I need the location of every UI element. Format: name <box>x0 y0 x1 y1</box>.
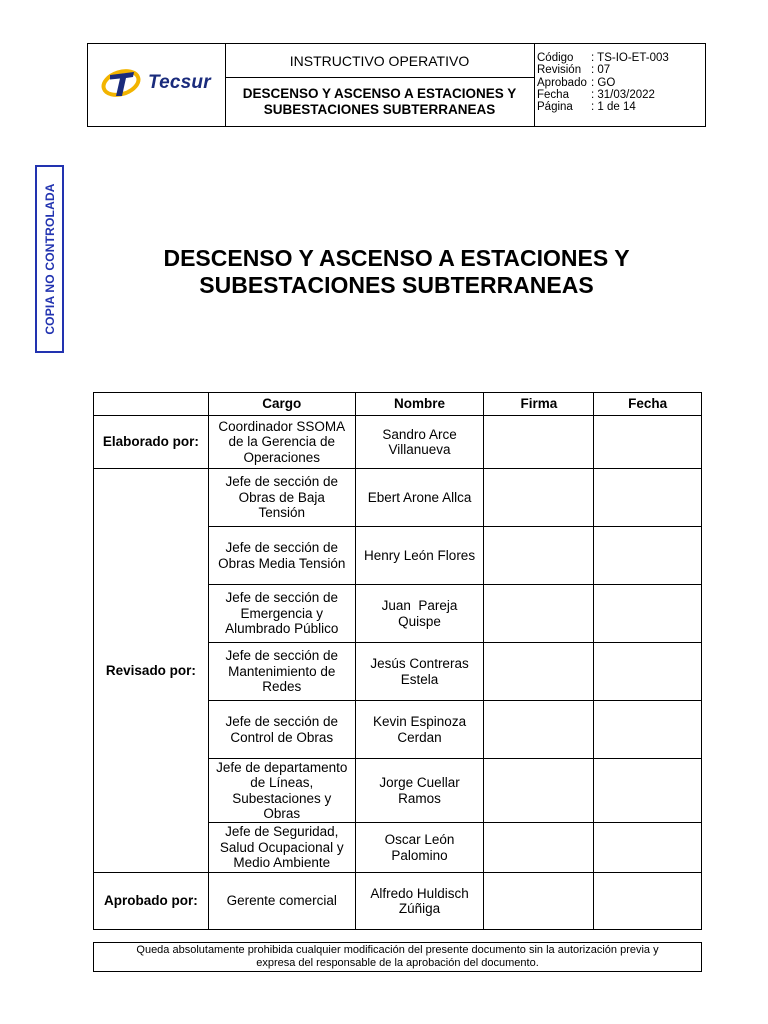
role-elaborado: Elaborado por: <box>94 416 209 469</box>
cell-fecha <box>594 416 702 469</box>
cargo-line: Jefe de sección de <box>225 714 339 729</box>
cell-firma <box>484 416 594 469</box>
page-title <box>90 245 703 299</box>
nombre-line: Sandro Arce <box>382 426 457 442</box>
nombre-line: Zúñiga <box>398 901 441 916</box>
cell-fecha <box>594 873 702 930</box>
cell-fecha <box>594 701 702 759</box>
cell-firma <box>484 873 594 930</box>
table-header-row <box>94 393 702 416</box>
cell-firma <box>484 469 594 527</box>
stamp-text: COPIA NO CONTROLADA <box>42 183 57 335</box>
cell-firma <box>484 823 594 873</box>
header-empty <box>94 393 209 416</box>
cell-nombre <box>355 585 484 643</box>
cargo-line: de la Gerencia de <box>228 434 336 450</box>
cargo-line: Coordinador SSOMA <box>218 418 346 434</box>
cargo-line: Obras de Baja <box>238 489 325 505</box>
cargo-line: Salud Ocupacional y <box>219 839 344 855</box>
cargo-line: Operaciones <box>243 449 321 465</box>
cell-nombre <box>355 823 484 873</box>
nombre-line: Henry León Flores <box>364 547 476 563</box>
cargo-line: Medio Ambiente <box>233 855 331 871</box>
cargo-line: Jefe de sección de <box>225 474 339 490</box>
doc-meta <box>537 52 669 113</box>
document-header <box>87 43 706 127</box>
nombre-line: Cerdan <box>397 729 442 745</box>
cell-fecha <box>594 469 702 527</box>
nombre-line: Jesús Contreras <box>370 656 469 671</box>
cell-nombre <box>355 527 484 585</box>
cell-cargo <box>208 469 355 527</box>
meta-row-codigo <box>537 52 669 64</box>
cargo-line: Mantenimiento de <box>228 663 336 679</box>
cargo-line: Gerente comercial <box>226 893 337 909</box>
cargo-line: de Líneas, <box>250 775 314 790</box>
footer-note-line2: expresa del responsable de la aprobación del documento. <box>256 957 539 969</box>
meta-row-fecha <box>537 89 669 101</box>
meta-row-revision <box>537 64 669 76</box>
meta-row-aprobado <box>537 77 669 89</box>
meta-row-pagina <box>537 101 669 113</box>
nombre-line: Villanueva <box>388 442 451 457</box>
cell-fecha <box>594 643 702 701</box>
meta-key: Revisión <box>537 64 582 77</box>
meta-key: Aprobado <box>537 76 587 89</box>
logo-text: Tecsur <box>148 72 211 93</box>
cell-nombre <box>355 873 484 930</box>
cell-cargo <box>208 701 355 759</box>
cell-firma <box>484 643 594 701</box>
cell-nombre <box>355 416 484 469</box>
header-nombre: Nombre <box>355 393 484 416</box>
cargo-line: Obras <box>263 806 301 821</box>
doc-title-header <box>225 78 535 126</box>
doc-title-header-line2: SUBESTACIONES SUBTERRANEAS <box>263 102 496 117</box>
cell-firma <box>484 585 594 643</box>
meta-value: : GO <box>591 76 616 89</box>
meta-value: : 07 <box>591 64 611 77</box>
cell-cargo <box>208 823 355 873</box>
nombre-line: Juan Pareja <box>381 598 458 613</box>
cell-cargo <box>208 585 355 643</box>
tecsur-logo-icon <box>100 66 146 100</box>
doc-title-header-line1: DESCENSO Y ASCENSO A ESTACIONES Y <box>242 86 517 101</box>
meta-value: : TS-IO-ET-003 <box>591 52 669 64</box>
header-fecha: Fecha <box>594 393 702 416</box>
cargo-line: Jefe de sección de <box>225 590 339 606</box>
nombre-line: Ramos <box>398 790 441 806</box>
meta-key: Fecha <box>537 88 569 101</box>
cell-fecha <box>594 527 702 585</box>
cargo-line: Jefe de sección de <box>225 540 339 555</box>
cargo-line: Subestaciones y <box>232 790 332 806</box>
cargo-line: Alumbrado Público <box>225 621 339 637</box>
cell-firma <box>484 527 594 585</box>
cargo-line: Obras Media Tensión <box>218 555 346 571</box>
cell-nombre <box>355 759 484 823</box>
doc-type: INSTRUCTIVO OPERATIVO <box>225 44 535 78</box>
table-row <box>94 873 702 930</box>
page-title-line1: DESCENSO Y ASCENSO A ESTACIONES Y <box>163 245 630 271</box>
cell-cargo <box>208 416 355 469</box>
cell-fecha <box>594 823 702 873</box>
cell-fecha <box>594 585 702 643</box>
table-row <box>94 416 702 469</box>
nombre-line: Quispe <box>398 613 441 629</box>
cell-cargo <box>208 873 355 930</box>
nombre-line: Kevin Espinoza <box>373 714 467 729</box>
cell-nombre <box>355 643 484 701</box>
nombre-line: Jorge Cuellar <box>379 775 460 790</box>
header-firma: Firma <box>484 393 594 416</box>
tecsur-logo <box>100 66 211 100</box>
header-cargo: Cargo <box>208 393 355 416</box>
cell-firma <box>484 759 594 823</box>
logo-cell <box>88 44 226 126</box>
cell-cargo <box>208 643 355 701</box>
page-title-line2: SUBESTACIONES SUBTERRANEAS <box>199 272 594 298</box>
role-aprobado: Aprobado por: <box>94 873 209 930</box>
cargo-line: Control de Obras <box>230 729 334 745</box>
cargo-line: Jefe de departamento <box>216 759 348 775</box>
meta-value: : 1 de 14 <box>591 101 636 114</box>
nombre-line: Oscar León <box>384 832 455 847</box>
uncontrolled-copy-stamp <box>35 165 64 353</box>
footer-note <box>93 942 702 972</box>
cell-nombre <box>355 469 484 527</box>
meta-value: : 31/03/2022 <box>591 88 655 101</box>
role-revisado: Revisado por: <box>94 469 209 873</box>
approval-table <box>93 392 702 930</box>
meta-key: Página <box>537 101 573 114</box>
cargo-line: Emergencia y <box>240 605 324 621</box>
cell-nombre <box>355 701 484 759</box>
table-row <box>94 469 702 527</box>
cargo-line: Jefe de Seguridad, <box>225 824 339 840</box>
cargo-line: Jefe de sección de <box>225 648 339 664</box>
meta-key: Código <box>537 52 574 64</box>
cell-fecha <box>594 759 702 823</box>
footer-note-line1: Queda absolutamente prohibida cualquier modificación del presente documento sin la autorización previa y <box>136 944 659 956</box>
nombre-line: Ebert Arone Allca <box>367 489 472 505</box>
nombre-line: Alfredo Huldisch <box>370 885 469 901</box>
cargo-line: Tensión <box>258 505 306 521</box>
cell-cargo <box>208 527 355 585</box>
nombre-line: Palomino <box>391 847 448 863</box>
cell-firma <box>484 701 594 759</box>
cargo-line: Redes <box>262 679 302 695</box>
nombre-line: Estela <box>400 671 439 687</box>
cell-cargo <box>208 759 355 823</box>
